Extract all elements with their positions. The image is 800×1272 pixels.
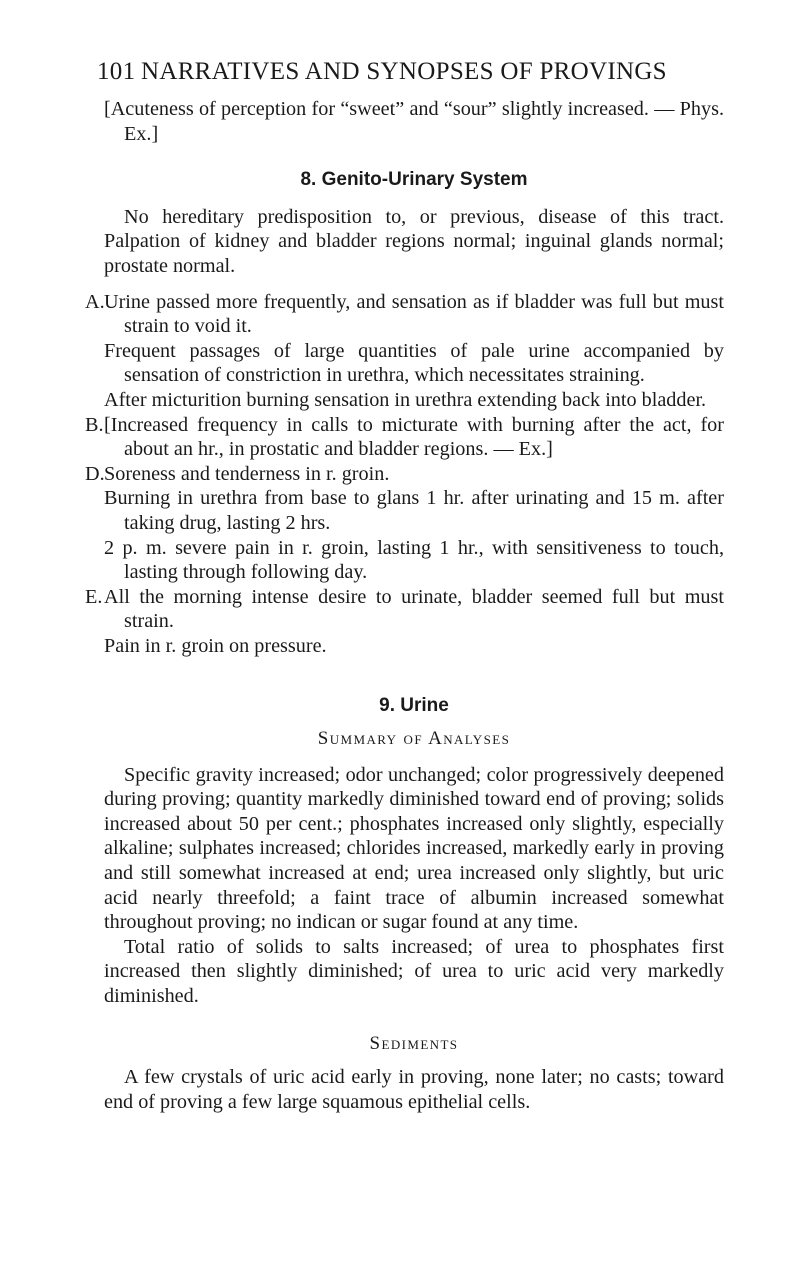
- symptom-text: Urine passed more frequently, and sensation as if bladder was full but must strain to void it.: [104, 290, 724, 338]
- symptom-text: Pain in r. groin on pressure.: [104, 634, 327, 657]
- symptom-text: 2 p. m. severe pain in r. groin, lasting 1 hr., with sensitiveness to touch, lasting through following day.: [104, 536, 724, 584]
- symptom-label: E.: [85, 585, 103, 608]
- section-8-paragraph: No hereditary predisposition to, or previous, disease of this tract. Palpation of kidney and bladder regions normal; inguinal glands normal; prostate normal.: [104, 205, 724, 277]
- symptom-text: All the morning intense desire to urinate, bladder seemed full but must strain.: [104, 585, 724, 633]
- symptom-label: B.: [85, 413, 104, 436]
- page-content: [85, 97, 724, 1114]
- symptom-text: After micturition burning sensation in urethra extending back into bladder.: [104, 388, 707, 411]
- sediments-paragraph: A few crystals of uric acid early in proving, none later; no casts; toward end of proving a few large squamous epithelial cells.: [104, 1066, 724, 1113]
- running-head: [97, 58, 737, 86]
- section-9-heading: 9. Urine: [379, 695, 449, 717]
- symptom-text: Frequent passages of large quantities of pale urine accompanied by sensation of constriction in urethra, which necessitates straining.: [104, 339, 724, 387]
- symptom-text: Burning in urethra from base to glans 1 hr. after urinating and 15 m. after taking drug, lasting 2 hrs.: [104, 487, 724, 534]
- symptom-text: [Increased frequency in calls to micturate with burning after the act, for about an hr., in prostatic and bladder regions. — Ex.]: [104, 413, 724, 461]
- symptom-item: [85, 585, 724, 634]
- section-8-heading: 8. Genito-Urinary System: [300, 169, 528, 191]
- symptom-item: [104, 536, 724, 585]
- symptom-text: Soreness and tenderness in r. groin.: [104, 462, 390, 485]
- page-number: 101: [97, 58, 136, 85]
- symptom-item: [104, 339, 724, 388]
- symptom-item: [104, 634, 724, 659]
- symptom-item: [85, 413, 724, 462]
- symptom-label: A.: [85, 290, 105, 313]
- section-9-subheading: Summary of Analyses: [317, 728, 511, 750]
- sediments-heading: Sediments: [369, 1032, 459, 1054]
- running-title: NARRATIVES AND SYNOPSES OF PROVINGS: [141, 58, 667, 85]
- symptom-item: [104, 388, 724, 413]
- symptom-item: [85, 462, 724, 487]
- symptom-item: [85, 290, 724, 339]
- analyses-summary-paragraph: Specific gravity increased; odor unchanged; color progressively deepened during proving; quantity markedly diminished toward end of proving; solids increased about 50 per cent.; phosphates increased only slightly, especially alkaline; sulphates increased; chlorides increased, markedly early in proving and still somewhat increased at end; urea increased only slightly, but uric acid nearly threefold; a faint trace of albumin increased somewhat throughout proving; no indican or sugar found at any time.: [104, 763, 724, 934]
- symptom-item: [104, 486, 724, 535]
- symptom-label: D.: [85, 462, 105, 485]
- ratio-paragraph: Total ratio of solids to salts increased; of urea to phosphates first increased then slightly diminished; of urea to uric acid very markedly diminished.: [104, 935, 724, 1007]
- intro-note: [Acuteness of perception for “sweet” and “sour” slightly increased. — Phys. Ex.]: [104, 98, 724, 145]
- section-8-symptom-list: [85, 290, 724, 659]
